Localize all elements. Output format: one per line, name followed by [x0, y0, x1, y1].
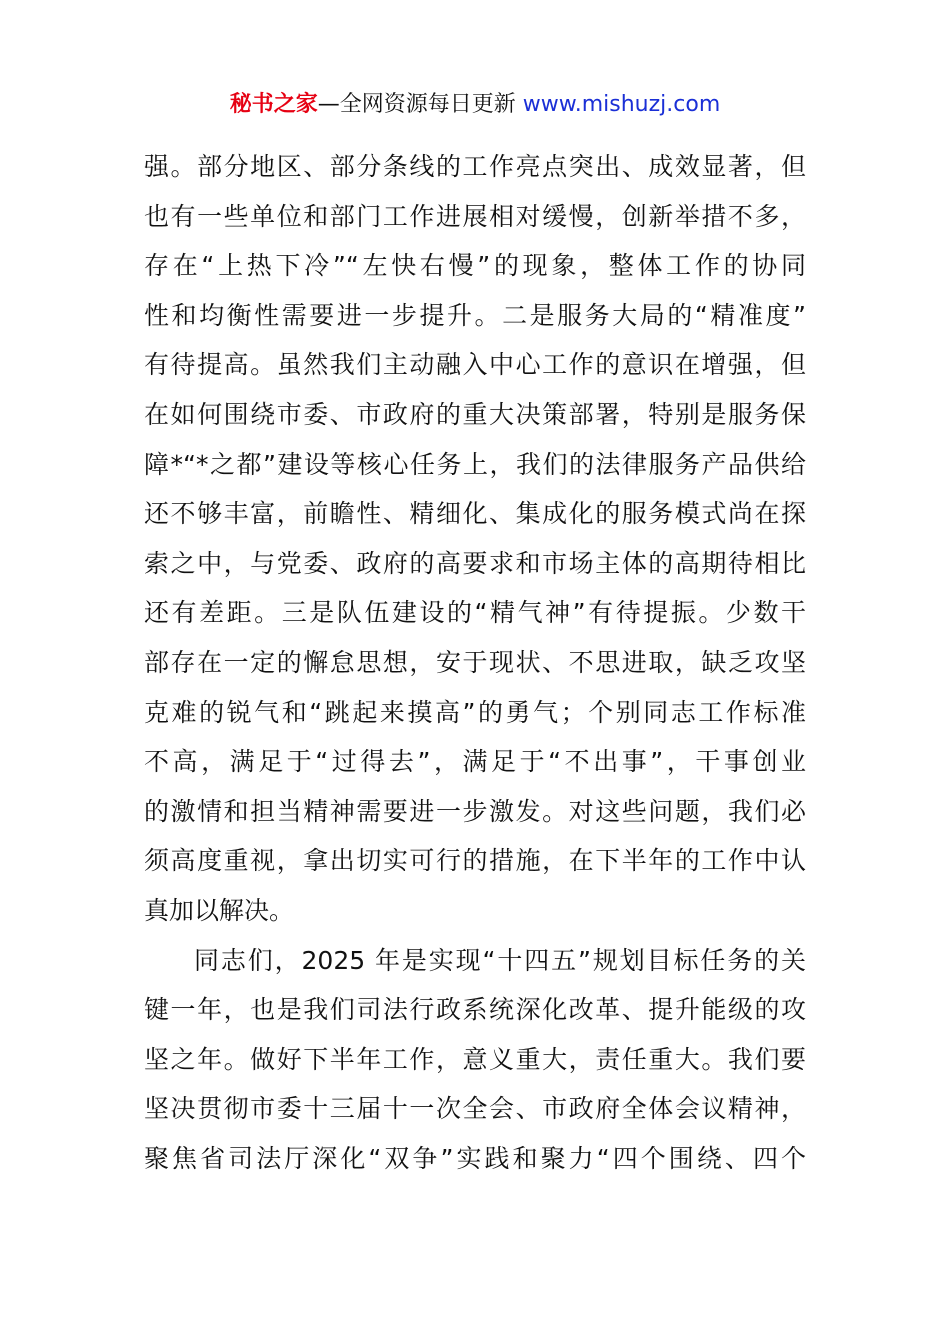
text-line: 还有差距。三是队伍建设的“精气神”有待提振。少数干: [144, 598, 806, 628]
text-line: 键一年，也是我们司法行政系统深化改革、提升能级的攻: [144, 995, 806, 1025]
text-line: 部存在一定的懈怠思想，安于现状、不思进取，缺乏攻坚: [144, 647, 806, 677]
text-line: 索之中，与党委、政府的高要求和市场主体的高期待相比: [144, 548, 806, 578]
text-line: 存在“上热下冷”“左快右慢”的现象，整体工作的协同: [144, 251, 806, 281]
text-line: 在如何围绕市委、市政府的重大决策部署，特别是服务保: [144, 399, 806, 429]
text-line: 克难的锐气和“跳起来摸高”的勇气；个别同志工作标准: [144, 697, 806, 727]
document-body: [144, 142, 806, 1183]
text-line: 真加以解决。: [144, 895, 295, 925]
brand-name: 秘书之家: [229, 92, 318, 117]
text-line: 强。部分地区、部分条线的工作亮点突出、成效显著，但: [144, 152, 806, 181]
text-line: 聚焦省司法厅深化“双争”实践和聚力“四个围绕、四个: [144, 1143, 806, 1173]
site-url-link[interactable]: www.mishuzj.com: [522, 92, 721, 117]
text-line: 坚之年。做好下半年工作，意义重大，责任重大。我们要: [144, 1044, 806, 1074]
text-line: 的激情和担当精神需要进一步激发。对这些问题，我们必: [144, 796, 806, 826]
text-line: 坚决贯彻市委十三届十一次全会、市政府全体会议精神，: [144, 1094, 806, 1124]
header-tagline: —全网资源每日更新: [317, 92, 516, 117]
text-line: 不高，满足于“过得去”，满足于“不出事”，干事创业: [144, 747, 806, 777]
paragraph-first-line: 同志们，2025 年是实现“十四五”规划目标任务的关: [194, 945, 806, 975]
site-header: [0, 88, 950, 122]
text-line: 有待提高。虽然我们主动融入中心工作的意识在增强，但: [144, 350, 806, 380]
text-line: 须高度重视，拿出切实可行的措施，在下半年的工作中认: [144, 846, 806, 876]
text-line: 障*“*之都”建设等核心任务上，我们的法律服务产品供给: [144, 449, 806, 479]
text-line: 还不够丰富，前瞻性、精细化、集成化的服务模式尚在探: [144, 499, 806, 529]
text-line: 也有一些单位和部门工作进展相对缓慢，创新举措不多，: [144, 201, 806, 231]
text-line: 性和均衡性需要进一步提升。二是服务大局的“精准度”: [144, 300, 806, 330]
